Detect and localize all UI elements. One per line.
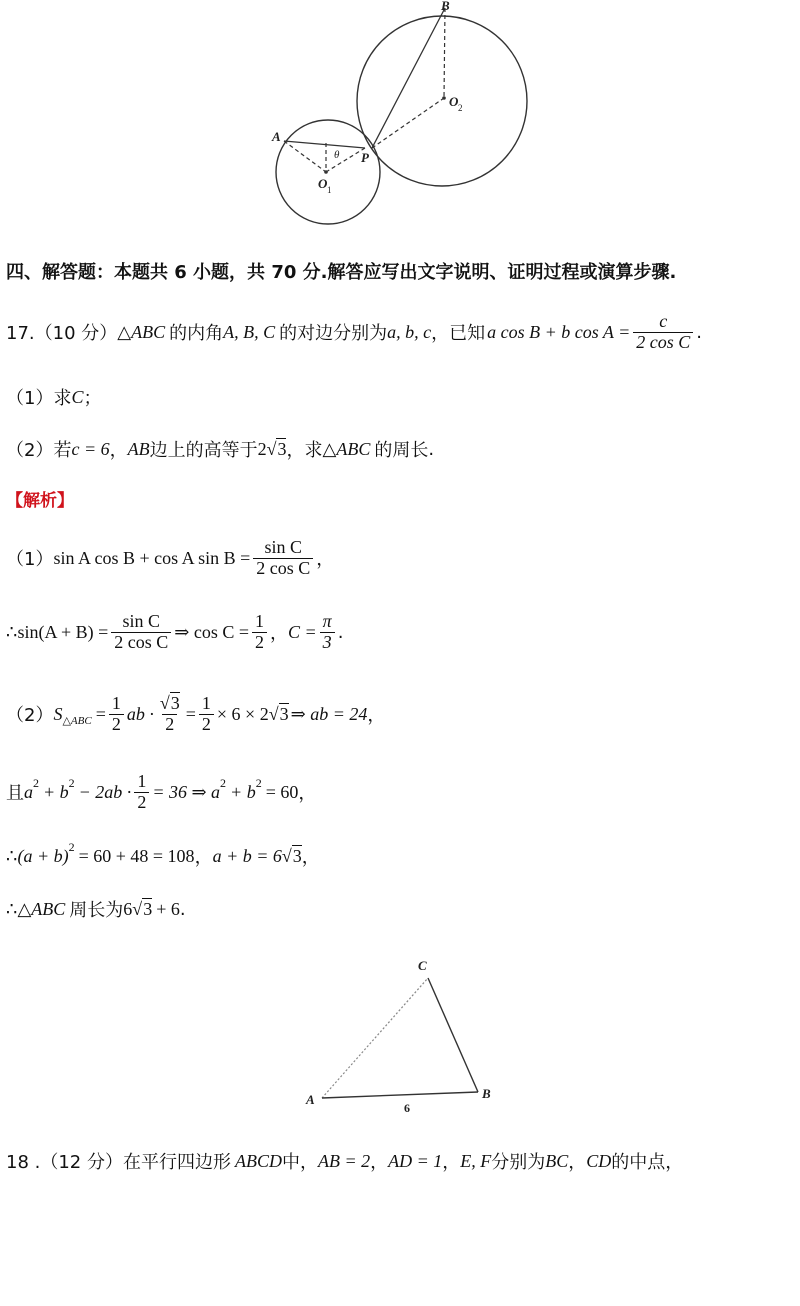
sol4-plus-b2: + b [230, 781, 256, 802]
solution-line-5 [6, 839, 320, 869]
sol4-eq: = 36 ⇒ a [152, 781, 221, 802]
sol2-fraction-3 [320, 612, 335, 653]
sol3-label: （2） [6, 705, 54, 727]
q18-text3: 的中点， [611, 1152, 684, 1173]
sol4-res: = 60 [265, 781, 299, 802]
sol4-num: 1 [137, 771, 147, 791]
q18-ef: E, F [460, 1150, 492, 1171]
q17-abc: ABC [131, 321, 166, 342]
sol3-times: × 6 × 2 [216, 703, 269, 724]
sol4-sq-2: 2 [68, 775, 75, 790]
sol5-sum: a + b = 6 [212, 845, 282, 866]
sol4-a: a [24, 781, 33, 802]
sol2-num: sin C [122, 611, 161, 631]
q17-prefix: 17.（10 分） [6, 323, 118, 345]
sol5-root: 3 [292, 846, 302, 866]
sol4-sq-3: 2 [220, 775, 227, 790]
q17-2-text3: 的周长 [374, 440, 429, 461]
point-o2 [442, 96, 446, 100]
sol3-ab: ab · [126, 703, 154, 724]
segment-pb [372, 8, 445, 148]
sol6-tri: △ [17, 898, 32, 920]
q17-eq-left: a cos B + b cos A = [487, 321, 631, 342]
sol6-abc: ABC [31, 898, 66, 919]
q17-fraction [633, 312, 693, 353]
sol4-plus-b: + b [43, 781, 69, 802]
sol2-fraction-1 [111, 612, 171, 653]
q18-comma3: ， [568, 1152, 587, 1173]
solution-line-1 [6, 538, 334, 579]
sol3-r-num [157, 694, 183, 714]
q17-2-comma: ， [109, 440, 128, 461]
sol1-fraction [253, 538, 313, 579]
question-17 [6, 312, 702, 353]
q18-ab-eq: AB = 2 [317, 1150, 371, 1171]
sol5-sq: 2 [68, 839, 75, 854]
two-circles-figure [260, 0, 550, 235]
q18-comma1: ， [370, 1152, 389, 1173]
q18-text2: 分别为 [491, 1152, 546, 1173]
sol3-fraction-half-2 [199, 694, 214, 735]
sol3-implies: ⇒ ab = 24 [290, 703, 368, 724]
label-o2: O [449, 94, 459, 109]
triangle-side-cb [428, 978, 478, 1092]
q17-2-val-pre: 2 [257, 438, 267, 459]
sol4-den: 2 [134, 792, 149, 813]
sol2-c-eq: C = [288, 621, 317, 642]
question-18 [6, 1148, 683, 1174]
solution-line-3 [6, 694, 385, 735]
q18-cd: CD [586, 1150, 612, 1171]
q17-angles: A, B, C [223, 321, 276, 342]
point-o1 [324, 170, 328, 174]
label-a-tri: A [306, 1092, 315, 1107]
q17-frac-den: 2 cos C [633, 332, 693, 353]
sol2-lhs: sin(A + B) = [17, 621, 109, 642]
sol3-eq1: = [95, 703, 106, 724]
label-c: C [418, 958, 427, 973]
sol3-fraction-root [157, 694, 183, 735]
sol3-h2-num: 1 [201, 693, 211, 713]
sol3-h-den: 2 [109, 714, 124, 735]
sol2-den2: 2 [252, 632, 267, 653]
sol1-num: sin C [264, 537, 303, 557]
q17-1-label: （1）求 [6, 388, 72, 409]
analysis-label [6, 486, 74, 511]
q18-text1: 中， [281, 1152, 318, 1173]
q18-prefix: 18 .（12 分）在平行四边形 [6, 1152, 231, 1173]
sol6-text: 周长为 [69, 900, 124, 921]
sol4-sq-1: 2 [33, 775, 39, 790]
q17-2-radical: √ [266, 438, 277, 459]
sol3-s-sub: △ABC [62, 714, 92, 727]
sol2-num2: 1 [255, 611, 264, 631]
label-theta: θ [334, 149, 340, 161]
analysis-label-text: 【解析】 [6, 491, 74, 511]
sol4-pre: 且 [6, 783, 24, 805]
q17-2-eq: c = 6 [71, 438, 110, 459]
question-17-part-1 [6, 384, 101, 410]
q17-text1: 的内角 [169, 323, 224, 345]
sol3-h2-den: 2 [199, 714, 214, 735]
dashed-p-o2 [372, 98, 444, 148]
q18-bc: BC [545, 1150, 569, 1171]
circle-o2 [357, 16, 527, 186]
sol1-lhs: sin A cos B + cos A sin B = [53, 547, 251, 568]
sol2-implies: ⇒ cos C = [174, 621, 249, 642]
sol3-r-den: 2 [162, 714, 177, 735]
sol4-end: ， [298, 783, 317, 805]
sol4-sq-4: 2 [255, 775, 262, 790]
sol2-den3: 3 [320, 632, 335, 653]
label-o1-sub: 1 [327, 185, 332, 195]
q17-2-val-root: 3 [277, 439, 287, 459]
q17-2-label: （2）若 [6, 440, 72, 461]
sol3-r-num-root: 3 [170, 693, 180, 713]
q17-2-end: . [428, 438, 435, 460]
sol5-rhs: = 60 + 48 = 108 [78, 845, 195, 866]
q17-tri: △ [117, 321, 132, 343]
q17-sides: a, b, c [387, 321, 432, 342]
triangle-side-ab [322, 1092, 478, 1098]
sol2-end: . [337, 621, 344, 643]
section-heading [6, 258, 676, 284]
sol3-radical-2: √ [268, 703, 279, 724]
sol1-den: 2 cos C [253, 558, 313, 579]
section-heading-text: 四、解答题：本题共 6 小题，共 70 分.解答应写出文字说明、证明过程或演算步骤. [6, 262, 677, 283]
sol5-comma: ， [194, 847, 213, 868]
sol3-radical: √ [159, 693, 170, 713]
sol6-val: 6 [123, 898, 133, 919]
label-p: P [361, 150, 369, 165]
sol5-radical: √ [281, 845, 292, 866]
dashed-a-o1 [284, 141, 326, 172]
sol6-end: . [179, 898, 186, 920]
label-o1: O [318, 176, 328, 191]
question-17-part-2 [6, 436, 434, 462]
sol5-lhs: (a + b) [17, 845, 69, 866]
dashed-b-o2 [444, 8, 445, 98]
label-b-tri: B [482, 1086, 491, 1101]
sol3-h-num: 1 [111, 693, 121, 713]
sol1-end: ， [316, 549, 335, 571]
q18-comma2: ， [442, 1152, 461, 1173]
sol3-root: 3 [279, 704, 289, 725]
solution-line-2 [6, 612, 343, 653]
sol3-end: ， [367, 705, 386, 727]
sol2-fraction-2 [252, 612, 267, 653]
dashed-p-o1 [326, 148, 365, 172]
sol6-therefore: ∴ [6, 898, 18, 920]
label-o2-sub: 2 [458, 103, 463, 113]
q17-2-abc: ABC [336, 438, 371, 459]
sol2-therefore: ∴ [6, 621, 18, 643]
q17-1-var: C [71, 386, 84, 407]
q18-abcd: ABCD [234, 1150, 282, 1171]
sol2-comma: ， [270, 623, 288, 645]
q17-1-end: ； [83, 388, 102, 409]
q17-2-ab: AB [127, 438, 150, 459]
q17-2-text2: ，求 [286, 440, 323, 461]
label-b: B [441, 0, 450, 13]
q17-frac-num: c [659, 311, 668, 331]
circle-o1 [276, 120, 380, 224]
triangle-figure [296, 950, 506, 1120]
sol6-radical: √ [132, 898, 143, 919]
q18-ad-eq: AD = 1 [388, 1150, 443, 1171]
solution-line-4 [6, 772, 316, 813]
sol3-eq2: = [185, 703, 196, 724]
sol4-minus: − 2ab · [78, 781, 132, 802]
q17-text3: ，已知 [431, 323, 486, 345]
sol5-end: ， [301, 847, 320, 868]
segment-ap [284, 141, 365, 148]
triangle-side-ac [322, 978, 428, 1098]
sol3-s: S [53, 703, 63, 724]
sol5-therefore: ∴ [6, 845, 18, 867]
label-a: A [272, 129, 281, 144]
q17-text2: 的对边分别为 [279, 323, 388, 345]
sol2-num3: π [322, 611, 332, 631]
solution-line-6 [6, 896, 186, 922]
sol4-fraction [134, 772, 149, 813]
sol3-fraction-half [109, 694, 124, 735]
sol6-plus: + 6 [156, 898, 180, 919]
sol2-den: 2 cos C [111, 632, 171, 653]
q17-2-text: 边上的高等于 [149, 440, 258, 461]
label-six: 6 [404, 1101, 410, 1115]
q17-2-tri: △ [322, 438, 337, 460]
sol6-root: 3 [143, 899, 153, 919]
sol1-label: （1） [6, 549, 54, 571]
q17-end: . [696, 321, 702, 343]
